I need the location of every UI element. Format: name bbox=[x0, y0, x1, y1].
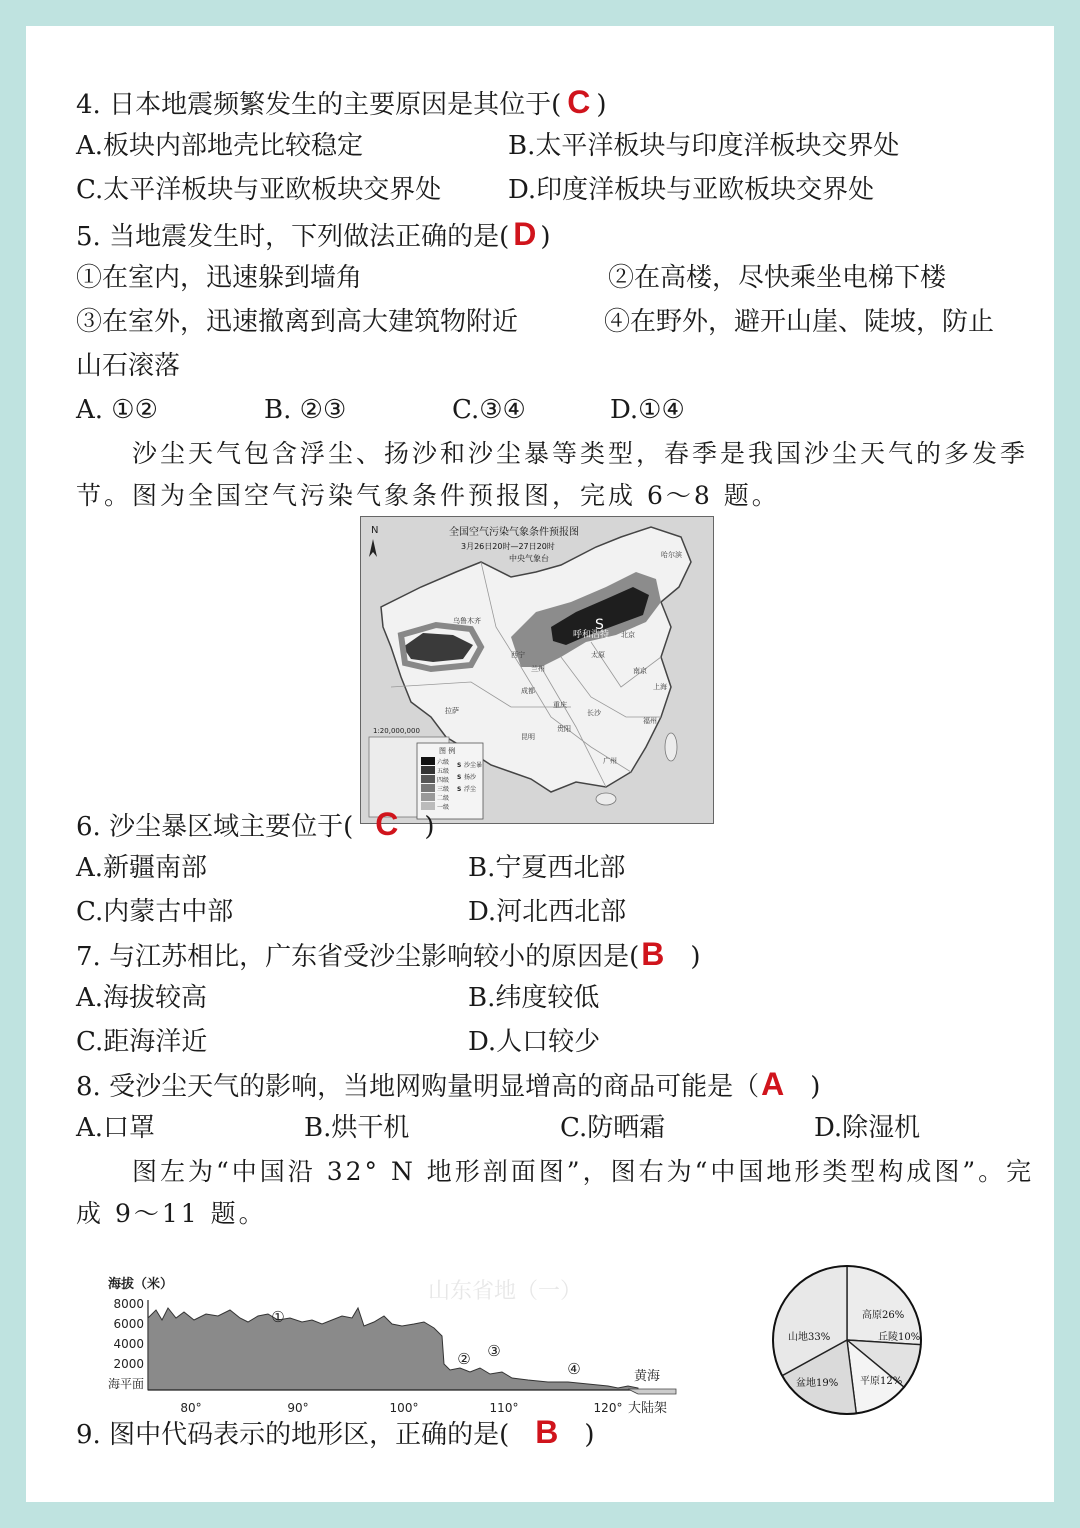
legend-type: 沙尘暴 bbox=[464, 762, 483, 769]
q6-stem-text: 6. 沙尘暴区域主要位于( bbox=[76, 812, 354, 842]
q9-stem-close: ) bbox=[584, 1420, 595, 1450]
profile-ylabel: 海拔（米） bbox=[108, 1277, 174, 1292]
xtick: 90° bbox=[287, 1401, 309, 1415]
q5-item-4-cont: 山石滚落 bbox=[76, 351, 181, 381]
q9-stem bbox=[76, 1412, 594, 1455]
q8-stem-text: 8. 受沙尘天气的影响，当地网购量明显增高的商品可能是（ bbox=[76, 1072, 760, 1102]
zone-marker: ① bbox=[271, 1308, 285, 1326]
profile-watermark: 山东省地（一） bbox=[428, 1279, 583, 1304]
q4-option-c: C.太平洋板块与亚欧板块交界处 bbox=[76, 175, 442, 205]
legend-level: 四级 bbox=[437, 777, 450, 784]
legend-swatch bbox=[421, 793, 435, 801]
ytick: 6000 bbox=[113, 1317, 144, 1331]
q5-option-c: C.③④ bbox=[452, 395, 526, 425]
china-dust-map bbox=[360, 516, 714, 824]
q7-option-a: A.海拔较高 bbox=[76, 983, 208, 1013]
passage2-line1: 图左为“中国沿 32° N 地形剖面图”，图右为“中国地形类型构成图”。完 bbox=[132, 1157, 1035, 1186]
zone-marker: ④ bbox=[567, 1360, 581, 1378]
map-label: 福州 bbox=[643, 717, 657, 725]
taiwan-island bbox=[665, 733, 677, 761]
map-title: 全国空气污染气象条件预报图 bbox=[449, 527, 579, 538]
q5-item-2: ②在高楼，尽快乘坐电梯下楼 bbox=[608, 263, 947, 293]
q6-answer: C bbox=[375, 806, 399, 842]
map-label: 拉萨 bbox=[445, 707, 459, 715]
map-label: 贵阳 bbox=[557, 725, 571, 733]
pie-label: 高原26% bbox=[862, 1310, 905, 1321]
q5-option-d: D.①④ bbox=[610, 395, 685, 425]
q7-stem-text: 7. 与江苏相比，广东省受沙尘影响较小的原因是( bbox=[76, 942, 640, 972]
q5-option-a: A. ①② bbox=[76, 395, 158, 425]
map-label: 南京 bbox=[633, 667, 647, 675]
map-label: 乌鲁木齐 bbox=[453, 617, 481, 625]
q7-stem-close: ) bbox=[690, 942, 701, 972]
q4-option-a: A.板块内部地壳比较稳定 bbox=[76, 131, 364, 161]
q8-option-b: B.烘干机 bbox=[304, 1113, 410, 1143]
legend-type: 扬沙 bbox=[464, 774, 477, 781]
pie-label: 山地33% bbox=[788, 1332, 831, 1343]
ytick: 海平面 bbox=[107, 1377, 144, 1391]
sea-label: 黄海 bbox=[634, 1369, 661, 1384]
map-north-label: N bbox=[371, 525, 379, 536]
q7-option-d: D.人口较少 bbox=[468, 1027, 601, 1057]
q7-option-b: B.纬度较低 bbox=[468, 983, 600, 1013]
q8-option-d: D.除湿机 bbox=[814, 1113, 921, 1143]
legend-type: 浮尘 bbox=[464, 786, 477, 793]
xtick: 80° bbox=[180, 1401, 202, 1415]
map-subtitle: 3月26日20时—27日20时 bbox=[461, 542, 555, 551]
zone-marker: ② bbox=[457, 1350, 471, 1368]
q4-option-b: B.太平洋板块与印度洋板块交界处 bbox=[508, 131, 900, 161]
q8-option-a: A.口罩 bbox=[76, 1113, 156, 1143]
map-source: 中央气象台 bbox=[509, 554, 549, 563]
q4-option-d: D.印度洋板块与亚欧板块交界处 bbox=[508, 175, 875, 205]
map-label: 广州 bbox=[603, 757, 617, 765]
q4-stem bbox=[76, 82, 606, 125]
legend-title: 图 例 bbox=[439, 747, 456, 755]
legend-s-icon: S bbox=[457, 786, 462, 793]
q5-item-4: ④在野外，避开山崖、陡坡，防止 bbox=[604, 307, 995, 337]
xtick: 100° bbox=[389, 1401, 419, 1415]
map-label: 太原 bbox=[591, 651, 605, 659]
map-label: 西宁 bbox=[511, 651, 525, 659]
legend-level: 二级 bbox=[437, 795, 450, 802]
q4-answer: C bbox=[567, 84, 591, 120]
q5-stem bbox=[76, 214, 550, 257]
q4-stem-text: 4. 日本地震频繁发生的主要原因是其位于( bbox=[76, 90, 562, 120]
map-label: 昆明 bbox=[521, 733, 535, 741]
q6-option-b: B.宁夏西北部 bbox=[468, 853, 626, 883]
legend-s-icon: S bbox=[457, 762, 462, 769]
ytick: 8000 bbox=[113, 1297, 144, 1311]
pie-label: 盆地19% bbox=[796, 1378, 839, 1389]
exam-sheet bbox=[26, 26, 1054, 1502]
legend-swatch bbox=[421, 757, 435, 765]
map-label: 重庆 bbox=[553, 701, 567, 709]
terrain-profile-32n bbox=[98, 1270, 678, 1420]
map-scale: 1:20,000,000 bbox=[373, 727, 420, 735]
q6-stem bbox=[76, 804, 434, 847]
q7-answer: B bbox=[641, 936, 665, 972]
q6-option-d: D.河北西北部 bbox=[468, 897, 627, 927]
legend-level: 六级 bbox=[437, 759, 450, 766]
q5-item-3: ③在室外，迅速撤离到高大建筑物附近 bbox=[76, 307, 519, 337]
xtick: 120° bbox=[593, 1401, 623, 1415]
q5-option-b: B. ②③ bbox=[264, 395, 347, 425]
q7-option-c: C.距海洋近 bbox=[76, 1027, 208, 1057]
pie-label: 平原12% bbox=[860, 1376, 903, 1387]
profile-terrain bbox=[148, 1308, 638, 1390]
legend-level: 三级 bbox=[437, 786, 450, 793]
landform-pie-chart bbox=[752, 1260, 942, 1420]
q5-stem-text: 5. 当地震发生时，下列做法正确的是( bbox=[76, 222, 510, 252]
legend-swatch bbox=[421, 784, 435, 792]
map-label: 上海 bbox=[653, 683, 667, 691]
pie-label: 丘陵10% bbox=[878, 1332, 921, 1343]
q6-stem-close: ) bbox=[424, 812, 435, 842]
q6-option-c: C.内蒙古中部 bbox=[76, 897, 234, 927]
map-label: 长沙 bbox=[587, 709, 601, 717]
q8-stem bbox=[76, 1064, 820, 1107]
q9-answer: B bbox=[535, 1414, 559, 1450]
legend-swatch bbox=[421, 775, 435, 783]
q5-answer: D bbox=[513, 216, 537, 252]
xtick: 110° bbox=[489, 1401, 519, 1415]
profile-svg bbox=[98, 1270, 678, 1420]
q4-stem-close: ) bbox=[596, 90, 607, 120]
sandstorm-symbol-icon: S bbox=[595, 617, 604, 633]
q8-option-c: C.防晒霜 bbox=[560, 1113, 666, 1143]
sea-area bbox=[628, 1389, 676, 1394]
passage1-line1: 沙尘天气包含浮尘、扬沙和沙尘暴等类型，春季是我国沙尘天气的多发季 bbox=[132, 439, 1029, 468]
map-label: 北京 bbox=[621, 631, 635, 639]
map-label: 兰州 bbox=[531, 665, 545, 673]
legend-level: 一级 bbox=[437, 804, 450, 811]
legend-s-icon: S bbox=[457, 774, 462, 781]
q9-stem-text: 9. 图中代码表示的地形区，正确的是( bbox=[76, 1420, 510, 1450]
q5-stem-close: ) bbox=[540, 222, 551, 252]
pie-svg bbox=[752, 1260, 942, 1420]
q8-answer: A bbox=[761, 1066, 785, 1102]
passage1-line2: 节。图为全国空气污染气象条件预报图，完成 6～8 题。 bbox=[76, 481, 780, 510]
shelf-label: 大陆架 bbox=[628, 1401, 668, 1416]
legend-swatch bbox=[421, 766, 435, 774]
ytick: 4000 bbox=[113, 1337, 144, 1351]
q6-option-a: A.新疆南部 bbox=[76, 853, 208, 883]
map-svg bbox=[361, 517, 713, 823]
map-city-hohhot: 呼和浩特 bbox=[573, 630, 610, 640]
legend-level: 五级 bbox=[437, 768, 450, 775]
passage2-line2: 成 9～11 题。 bbox=[76, 1199, 267, 1228]
zone-marker: ③ bbox=[487, 1342, 501, 1360]
q7-stem bbox=[76, 934, 700, 977]
map-label: 成都 bbox=[521, 687, 535, 695]
map-label: 哈尔滨 bbox=[661, 551, 682, 559]
ytick: 2000 bbox=[113, 1357, 144, 1371]
q8-stem-close: ) bbox=[810, 1072, 821, 1102]
hainan-island bbox=[596, 793, 616, 805]
q5-item-1: ①在室内，迅速躲到墙角 bbox=[76, 263, 363, 293]
